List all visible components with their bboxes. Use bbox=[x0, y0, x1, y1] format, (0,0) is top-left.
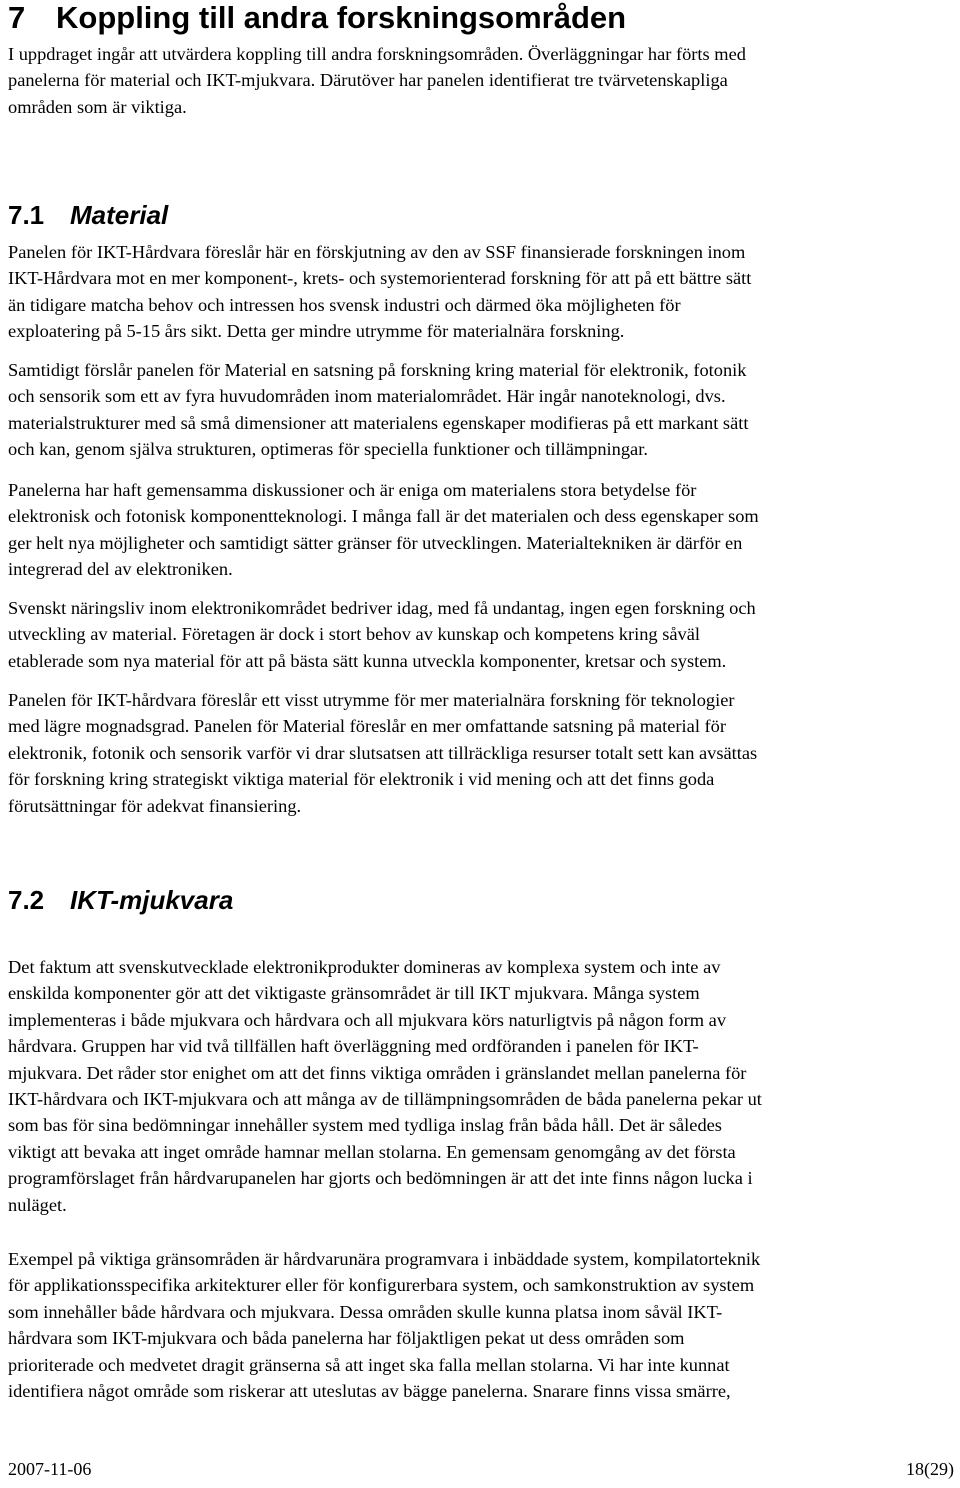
text-line: identifiera något område som riskerar att uteslutas av bägge panelerna. Snarare finns vissa smärre, bbox=[8, 1381, 731, 1402]
section-heading-ikt-mjukvara bbox=[8, 884, 233, 916]
text-line: som innehåller både hårdvara och mjukvara. Dessa områden skulle kunna platsa inom såväl IKT- bbox=[8, 1301, 723, 1322]
text-line: ger helt nya möjligheter och samtidigt sätter gränser för utvecklingen. Materialtekniken är därför en bbox=[8, 532, 743, 553]
text-line: förutsättningar för adekvat finansiering. bbox=[8, 795, 302, 816]
text-line: elektronisk och fotonisk komponentteknologi. I många fall är det materialen och dess egenskaper som bbox=[8, 506, 759, 527]
text-line: viktigt att bevaka att inget område hamnar mellan stolarna. En gemensam genomgång av det första bbox=[8, 1141, 736, 1162]
paragraph bbox=[8, 687, 960, 819]
text-line: Det faktum att svenskutvecklade elektronikprodukter domineras av komplexa system och inte av bbox=[8, 957, 721, 977]
paragraph bbox=[8, 1246, 960, 1404]
footer-date: 2007-11-06 bbox=[8, 1459, 92, 1479]
text-line: Panelerna har haft gemensamma diskussioner och är eniga om materialens stora betydelse för bbox=[8, 480, 697, 500]
text-line: exploatering på 5-15 års sikt. Detta ger mindre utrymme för materialnära forskning. bbox=[8, 321, 625, 342]
paragraph bbox=[8, 239, 960, 345]
paragraph bbox=[8, 357, 960, 463]
text-line: IKT-Hårdvara mot en mer komponent-, krets- och systemorienterad forskning för att på ett bättre sätt bbox=[8, 268, 752, 289]
paragraph bbox=[8, 477, 960, 583]
section-number: 7.1 bbox=[8, 200, 45, 230]
footer-page-number: 18(29) bbox=[906, 1459, 954, 1479]
section-heading-material bbox=[8, 199, 168, 231]
text-line: än tidigare matcha behov och intressen hos svensk industri och därmed öka möjligheten för bbox=[8, 294, 681, 315]
text-line: etablerade som nya material för att på bästa sätt kunna utveckla komponenter, kretsar och system. bbox=[8, 650, 727, 671]
paragraph bbox=[8, 954, 960, 1218]
text-line: utveckling av material. Företagen är dock i stort behov av kunskap och kompetens kring såväl bbox=[8, 624, 701, 645]
section-title: IKT-mjukvara bbox=[70, 885, 234, 915]
text-line: hårdvara som IKT-mjukvara och båda panelerna har följaktligen pekat ut dess områden som bbox=[8, 1328, 685, 1349]
text-line: enskilda komponenter gör att det viktigaste gränsområdet är till IKT mjukvara. Många system bbox=[8, 983, 700, 1004]
text-line: Exempel på viktiga gränsområden är hårdvarunära programvara i inbäddade system, kompilatorteknik bbox=[8, 1249, 761, 1269]
text-line: för applikationsspecifika arkitekturer eller för konfigurerbara system, och samkonstruktion av system bbox=[8, 1275, 755, 1296]
text-line: hårdvara. Gruppen har vid två tillfällen haft överläggning med ordföranden i panelen för IKT- bbox=[8, 1036, 699, 1057]
text-line: elektronik, fotonik och sensorik varför vi drar slutsatsen att tillräckliga resurser totalt sett kan avsättas bbox=[8, 742, 758, 763]
paragraph bbox=[8, 595, 960, 674]
text-line: Svenskt näringsliv inom elektronikområdet bedriver idag, med få undantag, ingen egen forskning och bbox=[8, 598, 756, 618]
text-line: Panelen för IKT-Hårdvara föreslår här en förskjutning av den av SSF finansierade forskningen inom bbox=[8, 242, 746, 262]
text-line: nuläget. bbox=[8, 1194, 67, 1215]
chapter-heading bbox=[8, 0, 626, 36]
text-line: för forskning kring strategiskt viktiga material för elektronik i vid mening och att det finns goda bbox=[8, 769, 715, 790]
text-line: IKT-hårdvara och IKT-mjukvara och att många av de tillämpningsområden de båda panelerna pekar ut bbox=[8, 1089, 762, 1110]
section-title: Material bbox=[70, 200, 169, 230]
text-line: implementeras i både mjukvara och hårdvara och all mjukvara körs naturligtvis på någon form av bbox=[8, 1009, 727, 1030]
text-line: Samtidigt förslår panelen för Material en satsning på forskning kring material för elektronik, fotonik bbox=[8, 360, 747, 380]
text-line: I uppdraget ingår att utvärdera koppling till andra forskningsområden. Överläggningar har förts med bbox=[8, 44, 746, 64]
chapter-number: 7 bbox=[8, 0, 26, 35]
intro-paragraph bbox=[8, 41, 960, 120]
text-line: prioriterade och medvetet dragit gränserna så att inget ska falla mellan stolarna. Vi har inte kunnat bbox=[8, 1354, 730, 1375]
text-line: integrerad del av elektroniken. bbox=[8, 559, 233, 580]
text-line: mjukvara. Det råder stor enighet om att det finns viktiga områden i gränslandet mellan panelerna för bbox=[8, 1062, 747, 1083]
text-line: och kan, genom själva strukturen, optimeras för speciella funktioner och tillämpningar. bbox=[8, 439, 648, 460]
section-number: 7.2 bbox=[8, 885, 45, 915]
text-line: programförslaget från hårdvarupanelen har gjorts och bedömningen är att det inte finns någon lucka i bbox=[8, 1168, 753, 1189]
text-line: panelerna för material och IKT-mjukvara. Därutöver har panelen identifierat tre tvärvetenskapliga bbox=[8, 70, 728, 91]
chapter-title: Koppling till andra forskningsområden bbox=[56, 0, 627, 35]
text-line: områden som är viktiga. bbox=[8, 96, 187, 117]
text-line: och sensorik som ett av fyra huvudområden inom materialområdet. Här ingår nanoteknologi, dvs. bbox=[8, 386, 726, 407]
text-line: materialstrukturer med så små dimensioner att materialens egenskaper modifieras på ett markant sätt bbox=[8, 412, 749, 433]
text-line: med lägre mognadsgrad. Panelen för Material föreslår en mer omfattande satsning på material för bbox=[8, 716, 726, 737]
text-line: som bas för sina bedömningar innehåller system med tydliga inslag från båda håll. Det är således bbox=[8, 1115, 722, 1136]
text-line: Panelen för IKT-hårdvara föreslår ett visst utrymme för mer materialnära forskning för teknologier bbox=[8, 690, 735, 710]
